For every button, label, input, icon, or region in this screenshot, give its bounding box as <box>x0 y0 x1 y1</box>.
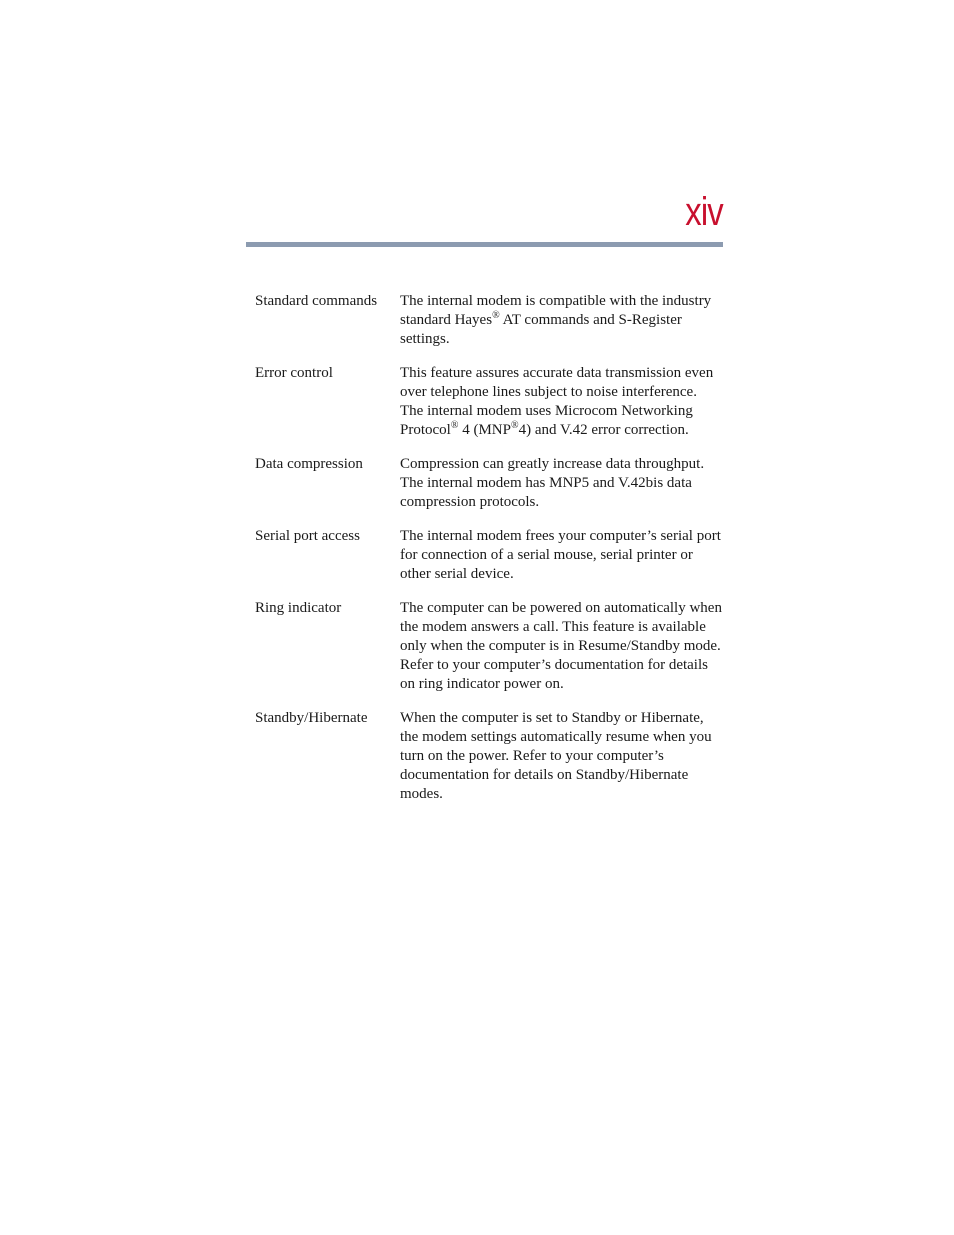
spec-description: The internal modem frees your computer’s serial port for connection of a serial mouse, serial printer or other serial device. <box>400 528 721 582</box>
page-number: xiv <box>685 190 723 234</box>
header-rule <box>246 242 723 247</box>
spec-description: Compression can greatly increase data throughput. The internal modem has MNP5 and V.42bis data compression protocols. <box>400 456 705 510</box>
spec-description: When the computer is set to Standby or Hibernate, the modem settings automatically resume when you turn on the power. Refer to your computer’s documentation for details on Standby/Hibernate modes. <box>400 710 712 802</box>
spec-description-text: 4) and V.42 error correction. <box>518 422 689 438</box>
registered-mark: ® <box>492 310 500 321</box>
spec-term: Standard commands <box>255 293 378 309</box>
spec-description-text: AT commands and S-Register settings. <box>400 312 682 347</box>
spec-description <box>400 364 723 440</box>
spec-description: The computer can be powered on automatically when the modem answers a call. This feature is available only when the computer is in Resume/Standby mode. Refer to your computer’s documentation for details on ring indicator power on. <box>400 600 722 692</box>
spec-description-text: 4 (MNP <box>458 422 511 438</box>
spec-term: Standby/Hibernate <box>255 710 368 726</box>
spec-table <box>255 292 723 819</box>
registered-mark: ® <box>450 420 459 431</box>
spec-description <box>400 292 723 349</box>
spec-term: Error control <box>255 365 333 381</box>
spec-row-data-compression <box>255 455 723 512</box>
spec-row-standard-commands <box>255 292 723 349</box>
spec-term: Serial port access <box>255 528 360 544</box>
spec-term: Data compression <box>255 456 363 472</box>
spec-row-standby-hibernate <box>255 709 723 804</box>
spec-description-text: The internal modem is compatible with the industry standard Hayes <box>400 293 712 328</box>
spec-row-error-control <box>255 364 723 440</box>
spec-term: Ring indicator <box>255 600 342 616</box>
spec-row-ring-indicator <box>255 599 723 694</box>
spec-description-text: This feature assures accurate data transmission even over telephone lines subject to noise interference. The internal modem uses Microcom Networking Protocol <box>400 365 714 438</box>
registered-mark: ® <box>510 420 519 431</box>
spec-row-serial-port-access <box>255 527 723 584</box>
